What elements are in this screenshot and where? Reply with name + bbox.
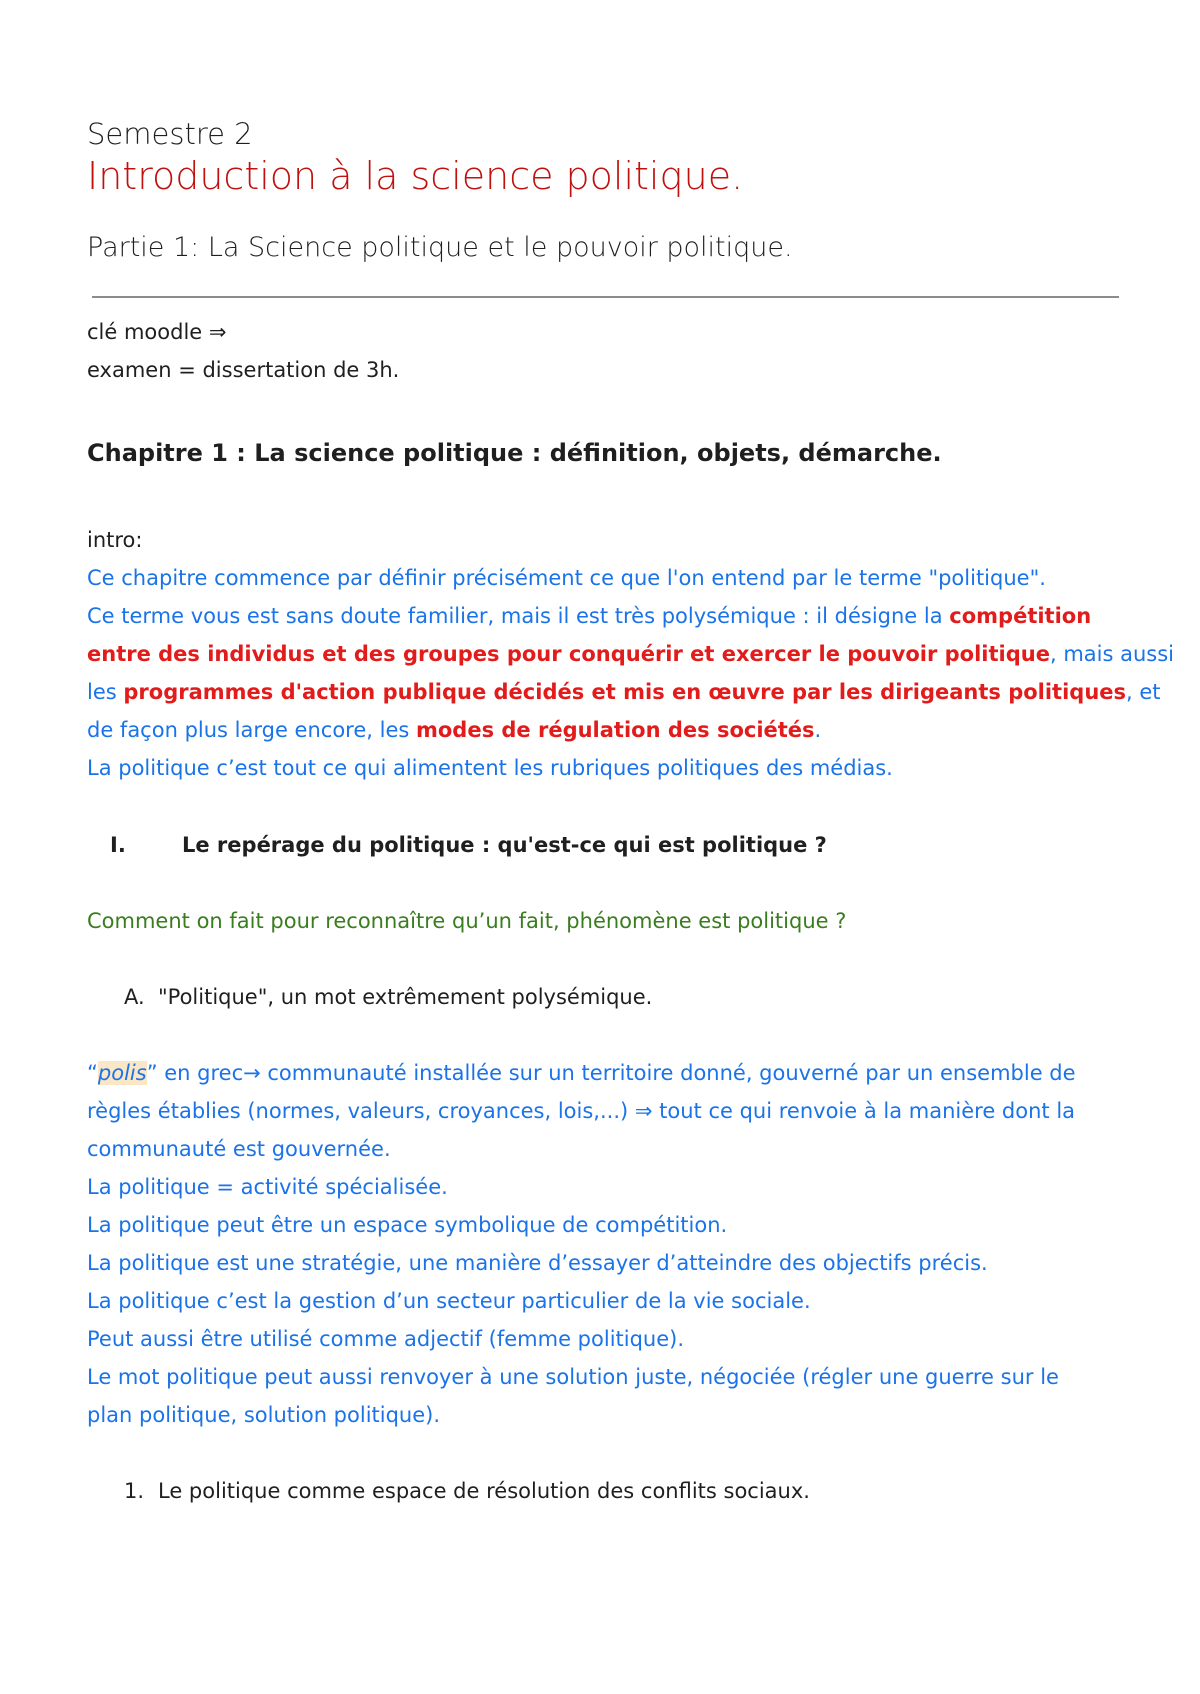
chapter-title: Chapitre 1 : La science politique : définition, objets, démarche. [87,439,942,467]
intro-emphasis: compétition [949,604,1092,628]
semester-label: Semestre 2 [87,117,253,151]
section-title: Le repérage du politique : qu'est-ce qui est politique ? [182,833,827,857]
document-title: Introduction à la science politique. [87,154,744,198]
section-1-1-heading [124,1472,810,1510]
section-title: Le politique comme espace de résolution des conflits sociaux. [158,1479,810,1503]
section-1-question: Comment on fait pour reconnaître qu’un fait, phénomène est politique ? [87,909,847,933]
section-number: 1. [124,1479,145,1503]
intro-line-5 [87,711,821,749]
definition-line-6: La politique est une stratégie, une manière d’essayer d’atteindre des objectifs précis. [87,1251,988,1275]
divider [92,296,1119,298]
definition-line-4: La politique = activité spécialisée. [87,1175,448,1199]
intro-text: , mais aussi [1049,642,1174,666]
definition-line-9: Le mot politique peut aussi renvoyer à une solution juste, négociée (régler une guerre sur le [87,1365,1059,1389]
intro-emphasis: entre des individus et des groupes pour conquérir et exercer le pouvoir politique [87,642,1050,666]
polis-line-3: communauté est gouvernée. [87,1137,391,1161]
definition-line-10: plan politique, solution politique). [87,1403,441,1427]
section-title: "Politique", un mot extrêmement polysémique. [158,985,653,1009]
intro-line-6: La politique c’est tout ce qui alimentent les rubriques politiques des médias. [87,756,893,780]
section-number: A. [124,985,145,1009]
intro-text: les [87,680,124,704]
document-subtitle: Partie 1: La Science politique et le pouvoir politique. [87,232,793,263]
intro-text: Ce terme vous est sans doute familier, mais il est très polysémique : il désigne la [87,604,950,628]
intro-line-3 [87,635,1174,673]
intro-line-1: Ce chapitre commence par définir précisément ce que l'on entend par le terme "politique". [87,566,1046,590]
intro-label: intro: [87,528,143,552]
section-a-heading [124,978,652,1016]
intro-line-2 [87,597,1091,635]
definition-line-8: Peut aussi être utilisé comme adjectif (femme politique). [87,1327,685,1351]
intro-emphasis: programmes d'action publique décidés et mis en œuvre par les dirigeants politiques [123,680,1127,704]
intro-line-4 [87,673,1161,711]
intro-text: , et [1126,680,1161,704]
highlighted-term: polis [97,1061,147,1085]
note-exam: examen = dissertation de 3h. [87,358,400,382]
polis-line-2: règles établies (normes, valeurs, croyances, lois,...) ⇒ tout ce qui renvoie à la manière dont la [87,1099,1076,1123]
definition-line-5: La politique peut être un espace symbolique de compétition. [87,1213,728,1237]
intro-text: de façon plus large encore, les [87,718,416,742]
section-1-heading [110,826,827,864]
intro-text: . [814,718,822,742]
definition-line-7: La politique c’est la gestion d’un secteur particulier de la vie sociale. [87,1289,811,1313]
intro-emphasis: modes de régulation des sociétés [416,718,815,742]
quote-mark: “ [87,1061,98,1085]
note-moodle: clé moodle ⇒ [87,320,227,344]
polis-text: ” en grec→ communauté installée sur un territoire donné, gouverné par un ensemble de [146,1061,1076,1085]
section-number: I. [110,833,126,857]
polis-line-1 [87,1054,1076,1092]
